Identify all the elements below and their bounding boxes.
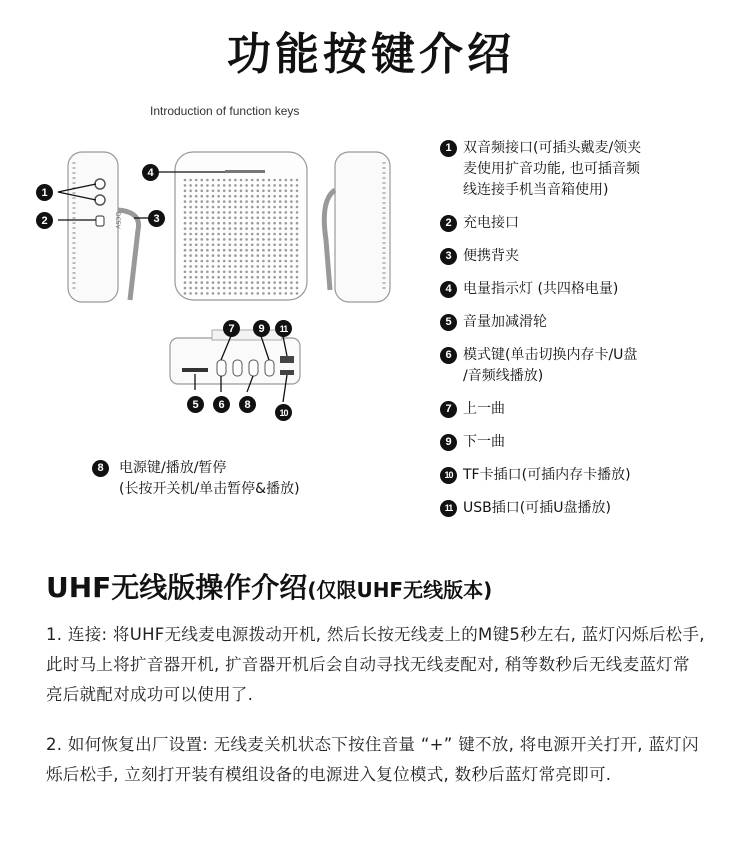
item-text: TF卡插口(可插内存卡播放): [463, 467, 631, 483]
power-note-line2: (长按开关机/单击暂停&播放): [119, 481, 300, 497]
item-text: 充电接口: [463, 215, 519, 231]
power-note-line1: 电源键/播放/暂停: [119, 460, 227, 476]
item-number: 5: [440, 314, 457, 331]
item-text: 下一曲: [463, 434, 505, 450]
right-side-view: [324, 152, 390, 302]
item-text: USB插口(可插U盘播放): [463, 500, 611, 516]
figure-label-2: 2: [36, 212, 53, 229]
item-text: 上一曲: [463, 401, 505, 417]
item-number: 10: [440, 467, 457, 484]
list-item: [440, 138, 740, 201]
item-number: 4: [440, 281, 457, 298]
item-number: 8: [92, 460, 109, 477]
function-key-list: [440, 138, 740, 531]
figure-label-8: 8: [239, 396, 256, 413]
power-key-note: [92, 458, 300, 500]
front-view: [175, 152, 307, 300]
paragraph-connect: 1. 连接: 将UHF无线麦电源拨动开机, 然后长按无线麦上的M键5秒左右, 蓝灯闪烁后松手, 此时马上将扩音器开机, 扩音器开机后会自动寻找无线麦配对, 稍等数秒后无线麦蓝灯常亮后就配对成功可以使用了.: [46, 625, 705, 704]
item-number: 9: [440, 434, 457, 451]
item-text: 双音频接口(可插头戴麦/领夹 麦使用扩音功能, 也可插音频 线连接手机当音箱使用): [463, 140, 642, 198]
list-item: [440, 312, 740, 333]
dc-label: DC5V: [114, 212, 121, 229]
list-item: [440, 498, 740, 519]
figure-label-1: 1: [36, 184, 53, 201]
item-number: 6: [440, 347, 457, 364]
figure-label-7: 7: [223, 320, 240, 337]
item-number: 2: [440, 215, 457, 232]
left-side-view: [68, 152, 139, 302]
list-item: [440, 432, 740, 453]
section-title-main: UHF无线版操作介绍: [46, 571, 308, 604]
list-item: [440, 399, 740, 420]
figure-label-4: 4: [142, 164, 159, 181]
section-title-sub: (仅限UHF无线版本): [307, 578, 493, 602]
item-text: 便携背夹: [463, 248, 519, 264]
section-title: [46, 566, 492, 606]
item-number: 3: [440, 248, 457, 265]
list-item: [440, 213, 740, 234]
item-text: 模式键(单击切换内存卡/U盘 /音频线播放): [463, 347, 638, 384]
item-number: 7: [440, 401, 457, 418]
page-subtitle: Introduction of function keys: [150, 104, 300, 118]
figure-label-11: 11: [275, 320, 292, 337]
figure-label-6: 6: [213, 396, 230, 413]
item-number: 1: [440, 140, 457, 157]
paragraph-reset: 2. 如何恢复出厂设置: 无线麦关机状态下按住音量 “+” 键不放, 将电源开关打开, 蓝灯闪烁后松手, 立刻打开装有模组设备的电源进入复位模式, 数秒后蓝灯常亮即可.: [46, 735, 699, 784]
figure-label-3: 3: [148, 210, 165, 227]
bottom-view: [170, 330, 300, 384]
figure-label-9: 9: [253, 320, 270, 337]
item-text: 电量指示灯 (共四格电量): [463, 281, 619, 297]
list-item: [440, 345, 740, 387]
page-title: 功能按键介绍: [227, 29, 515, 80]
list-item: [440, 465, 740, 486]
list-item: [440, 246, 740, 267]
product-diagram: [30, 140, 420, 440]
item-number: 11: [440, 500, 457, 517]
item-text: 音量加减滑轮: [463, 314, 547, 330]
figure-label-5: 5: [187, 396, 204, 413]
list-item: [440, 279, 740, 300]
figure-label-10: 10: [275, 404, 292, 421]
speaker-illustration: [30, 140, 420, 440]
